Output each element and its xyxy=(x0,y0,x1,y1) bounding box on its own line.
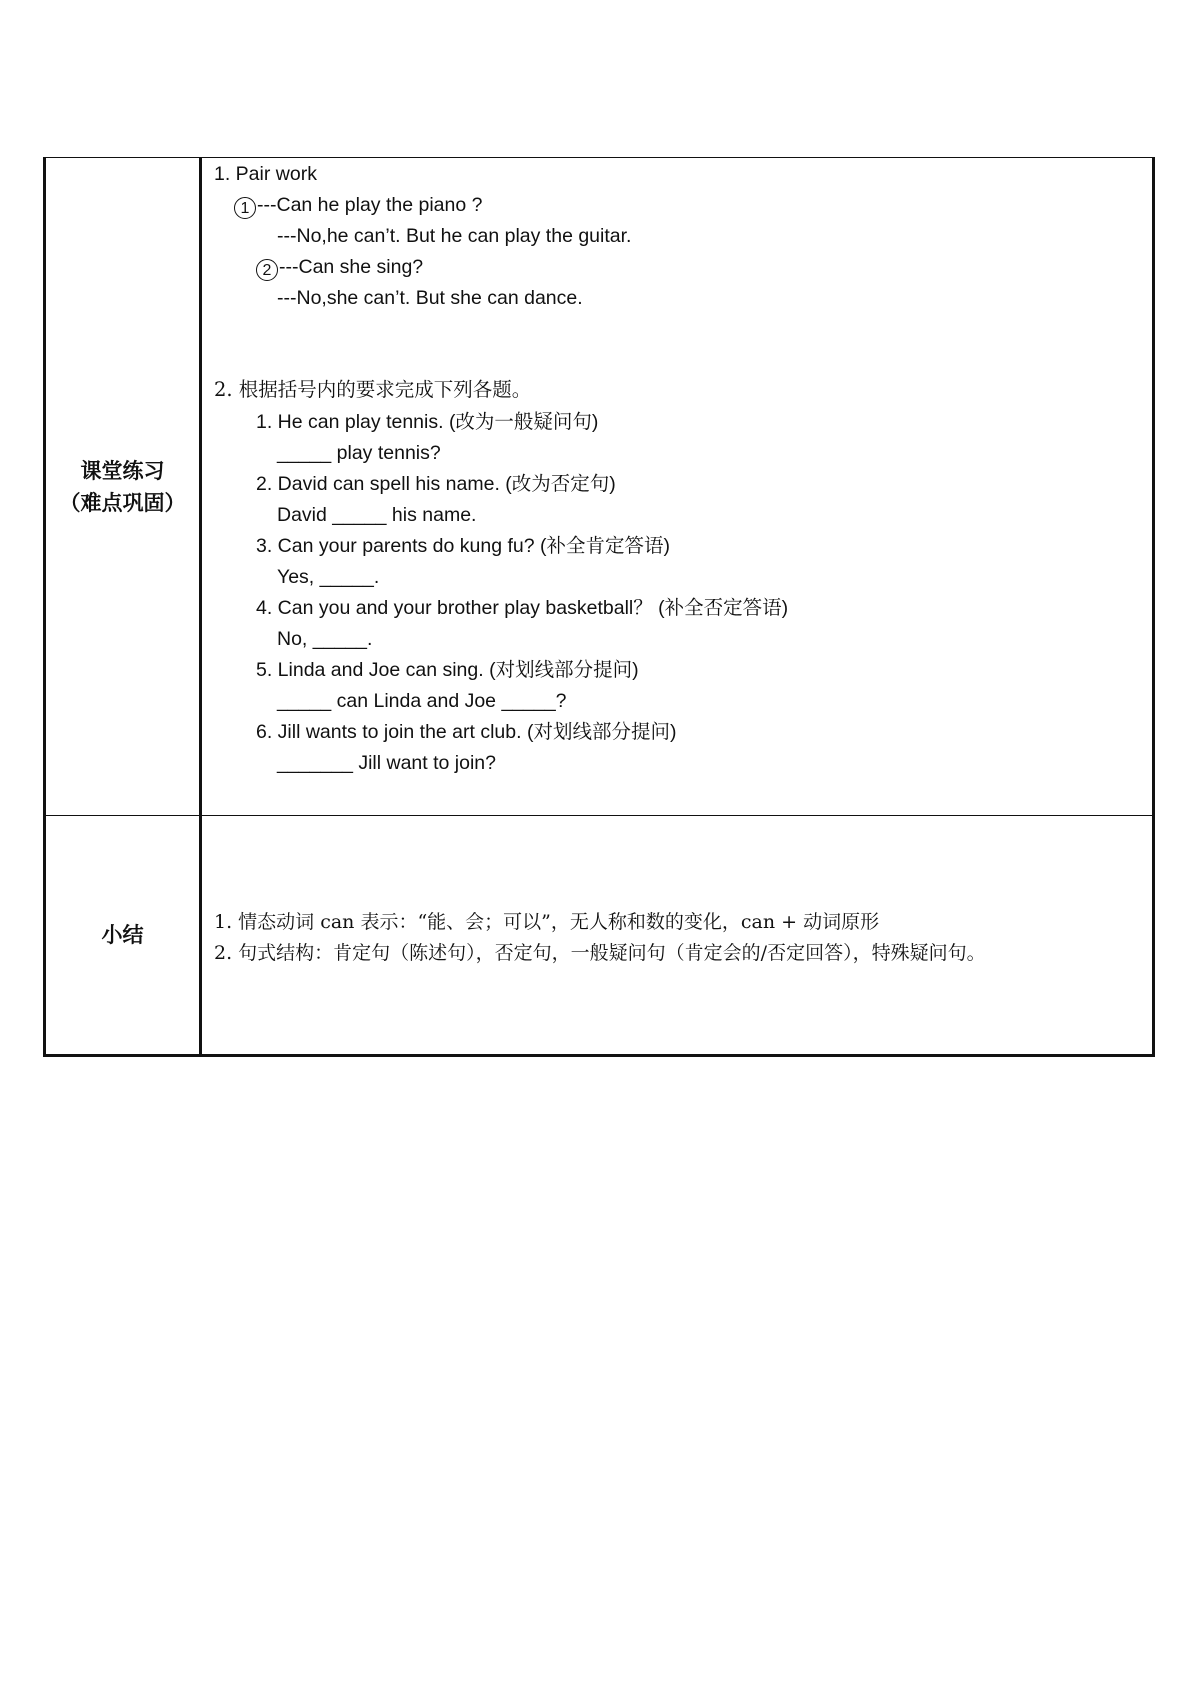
practice-content-cell xyxy=(201,158,1154,816)
practice-label-line1: 课堂练习 xyxy=(80,458,165,483)
exercise-heading: 2. 根据括号内的要求完成下列各题。 xyxy=(214,378,532,401)
dialog2-question-text: ---Can she sing? xyxy=(279,256,424,278)
summary-label-cell xyxy=(45,816,201,1056)
summary-label: 小结 xyxy=(101,923,144,947)
exercise-item-1-question: 1. He can play tennis. (改为一般疑问句) xyxy=(256,411,599,433)
summary-content-cell xyxy=(201,816,1154,1056)
summary-line-1: 1. 情态动词 can 表示：“能、会；可以”，无人称和数的变化，can + 动词原形 xyxy=(214,911,880,933)
dialog1-question-text: ---Can he play the piano ? xyxy=(257,194,483,216)
practice-label-line2: （难点巩固） xyxy=(59,490,186,515)
dialog1-answer: ---No,he can’t. But he can play the guitar. xyxy=(277,225,632,247)
dialog2-question xyxy=(256,253,423,281)
exercise-item-5-answer: _____ can Linda and Joe _____? xyxy=(277,690,567,712)
circled-number-2: 2 xyxy=(256,259,278,281)
exercise-item-6-answer: _______ Jill want to join? xyxy=(277,752,496,774)
lesson-table xyxy=(43,157,1155,1057)
practice-label-cell xyxy=(45,158,201,816)
exercise-item-2-question: 2. David can spell his name. (改为否定句) xyxy=(256,473,616,495)
exercise-item-5-question: 5. Linda and Joe can sing. (对划线部分提问) xyxy=(256,659,639,681)
exercise-item-4-question: 4. Can you and your brother play basketball？ (补全否定答语) xyxy=(256,597,789,619)
circled-number-1: 1 xyxy=(234,197,256,219)
exercise-item-2-answer: David _____ his name. xyxy=(277,504,477,526)
practice-row xyxy=(45,158,1154,816)
exercise-item-3-question: 3. Can your parents do kung fu? (补全肯定答语) xyxy=(256,535,671,557)
exercise-item-4-answer: No, _____. xyxy=(277,628,373,650)
pair-work-heading: 1. Pair work xyxy=(214,163,317,185)
dialog2-answer: ---No,she can’t. But she can dance. xyxy=(277,287,583,309)
summary-line-2: 2. 句式结构：肯定句（陈述句），否定句，一般疑问句（肯定会的/否定回答），特殊疑问句。 xyxy=(214,942,986,964)
exercise-item-1-answer: _____ play tennis? xyxy=(277,442,441,464)
summary-row xyxy=(45,816,1154,1056)
exercise-item-3-answer: Yes, _____. xyxy=(277,566,380,588)
exercise-item-6-question: 6. Jill wants to join the art club. (对划线部分提问) xyxy=(256,721,677,743)
dialog1-question xyxy=(234,191,482,219)
